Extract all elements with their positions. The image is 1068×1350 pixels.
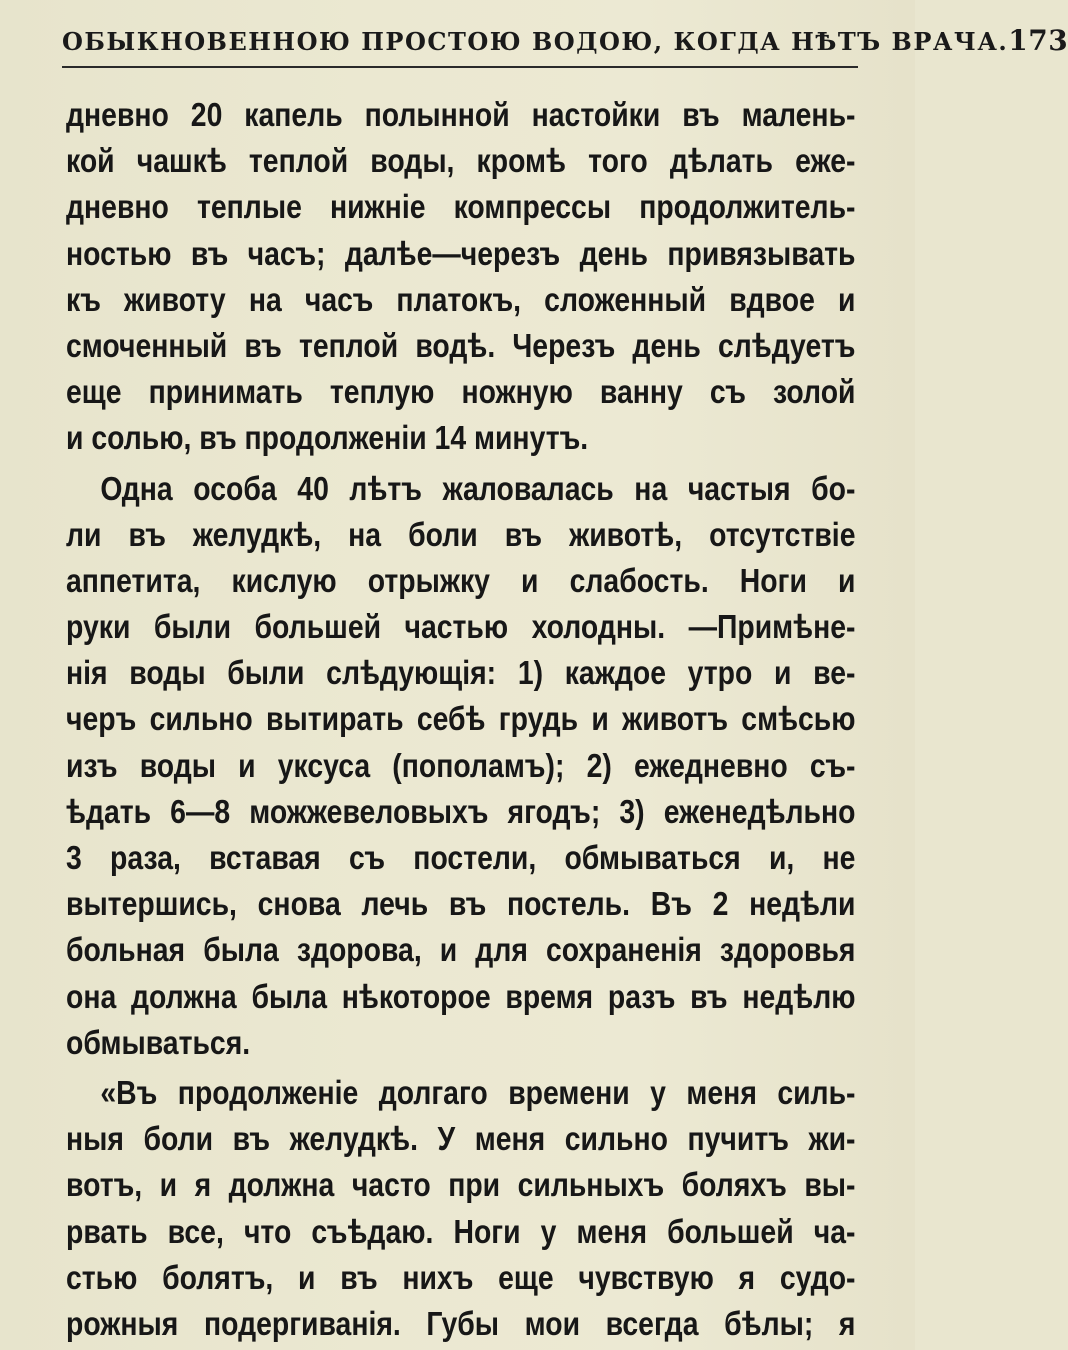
text-line: смоченный въ теплой водѣ. Черезъ день слѣдуетъ (66, 326, 856, 364)
text-line: дневно теплые нижніе компрессы продолжитель- (66, 188, 856, 226)
text-line: аппетита, кислую отрыжку и слабость. Ноги и (66, 561, 856, 599)
text-line: 3 раза, вставая съ постели, обмываться и, не (66, 839, 856, 876)
text-line: ли въ желудкѣ, на боли въ животѣ, отсутствіе (66, 515, 856, 553)
text-line: къ животу на часъ платокъ, сложенный вдвое и (66, 280, 856, 318)
paragraph-1 (66, 92, 856, 462)
text-line: ностью въ часъ; далѣе—черезъ день привязывать (66, 234, 856, 272)
header-rule (62, 66, 858, 68)
text-line: еще принимать теплую ножную ванну съ золой (66, 373, 856, 411)
text-line: рожныя подергиванія. Губы мои всегда бѣлы; я (66, 1304, 856, 1342)
text-line: ѣдать 6—8 можжевеловыхъ ягодъ; 3) еженедѣльно (66, 792, 856, 830)
text-line: «Въ продолженіе долгаго времени у меня силь- (100, 1073, 856, 1111)
text-line: она должна была нѣкоторое время разъ въ недѣлю (66, 977, 856, 1015)
text-line: руки были большей частью холодны. —Примѣне- (66, 608, 856, 646)
text-line: обмываться. (66, 1023, 251, 1061)
text-line: рвать все, что съѣдаю. Ноги у меня большей ча- (66, 1212, 856, 1250)
paragraph-3 (66, 1070, 856, 1347)
paragraph-2 (66, 466, 856, 1066)
text-line: кой чашкѣ теплой воды, кромѣ того дѣлать еже- (66, 142, 856, 180)
text-line: и солью, въ продолженіи 14 минутъ. (66, 419, 589, 457)
page-number: 173 (1008, 24, 1068, 57)
text-line: изъ воды и уксуса (пополамъ); 2) ежедневно съ- (66, 746, 856, 784)
text-line: черъ сильно вытирать себѣ грудь и животъ смѣсью (66, 700, 856, 738)
text-line: дневно 20 капель полынной настойки въ малень- (66, 96, 856, 133)
text-line: вотъ, и я должна часто при сильныхъ боляхъ вы- (66, 1166, 856, 1204)
text-line: Одна особа 40 лѣтъ жаловалась на частыя бо- (100, 469, 856, 507)
text-line: стью болятъ, и въ нихъ еще чувствую я судо- (66, 1258, 856, 1296)
text-line: ныя боли въ желудкѣ. У меня сильно пучитъ жи- (66, 1120, 856, 1158)
running-head-title: ОБЫКНОВЕННОЮ ПРОСТОЮ ВОДОЮ, КОГДА НѢТЪ ВРАЧА. (62, 27, 1009, 56)
text-line: нія воды были слѣдующія: 1) каждое утро и ве- (66, 654, 856, 692)
text-line: больная была здорова, и для сохраненія здоровья (66, 931, 856, 969)
text-line: вытершись, снова лечь въ постель. Въ 2 недѣли (66, 885, 856, 923)
running-head (62, 24, 1068, 64)
body-text (66, 92, 856, 1347)
